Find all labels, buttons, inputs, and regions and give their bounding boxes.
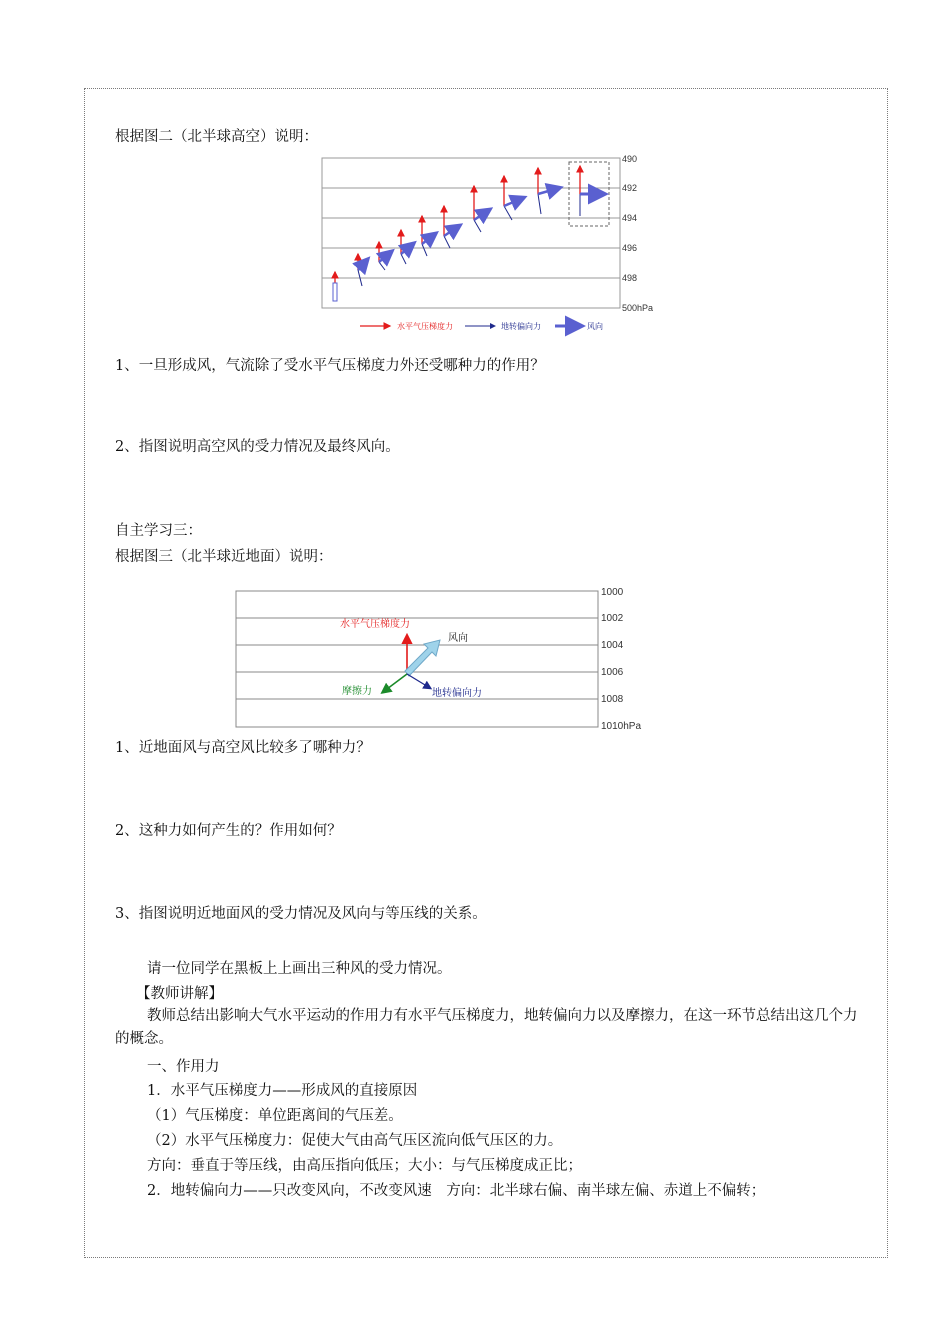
label-coriolis: 地转偏向力 [432,688,482,699]
isobar-label: 1006 [601,667,624,678]
wind-stage-7 [474,186,489,232]
figure2-upper-air-diagram [315,150,665,340]
figure2-intro: 根据图二（北半球高空）说明： [115,129,318,145]
concept-item-1: 1．水平气压梯度力——形成风的直接原因 [147,1083,418,1099]
isobar-label: 492 [622,183,638,193]
section3-heading: 自主学习三： [115,523,202,539]
wind-stage-8 [504,176,523,220]
label-friction: 摩擦力 [342,686,372,697]
legend-wind: 风向 [587,322,603,331]
wind-stage-9 [538,168,559,214]
isobar-label: 498 [622,273,638,283]
wind-stage-final [569,162,609,226]
wind-stage-1 [333,272,337,301]
figure3-intro: 根据图三（北半球近地面）说明： [115,549,333,565]
figure3-question-3: 3、指图说明近地面风的受力情况及风向与等压线的关系。 [115,906,487,922]
concept-item-2: 2．地转偏向力——只改变风向，不改变风速 方向：北半球右偏、南半球左偏、赤道上不偏转； [147,1183,766,1199]
isobar-label: 1004 [601,640,624,651]
isobar-label: 496 [622,243,638,253]
isobar-label: 1002 [601,613,624,624]
concept-section-title: 一、作用力 [147,1059,220,1075]
teaching-summary: 教师总结出影响大气水平运动的作用力有水平气压梯度力，地转偏向力以及摩擦力，在这一环节总结出这几个力的概念。 [115,1008,858,1047]
isobar-label: 1000 [601,587,624,598]
wind-stage-3 [379,242,391,270]
isobar-label: 1008 [601,694,624,705]
teaching-heading: 【教师讲解】 [136,986,223,1002]
isobar-label: 1010hPa [601,721,642,732]
legend-pgf: 水平气压梯度力 [397,322,453,331]
concept-item-1b: （2）水平气压梯度力：促使大气由高气压区流向低气压区的力。 [147,1133,563,1149]
wind-stage-2 [358,254,367,286]
figure3-surface-wind-diagram [230,582,660,732]
isobar-label: 490 [622,154,638,164]
concept-item-1c: 方向：垂直于等压线，由高压指向低压；大小：与气压梯度成正比； [147,1158,582,1174]
figure3-question-2: 2、这种力如何产生的？作用如何？ [115,823,342,839]
figure2-question-2: 2、指图说明高空风的受力情况及最终风向。 [115,439,400,455]
label-pgf: 水平气压梯度力 [340,619,410,630]
figure2-frame [322,158,620,308]
label-wind: 风向 [448,633,468,644]
friction-arrow [383,674,407,692]
wind-stage-4 [401,230,413,264]
legend-coriolis: 地转偏向力 [501,322,541,331]
wind-stage-5 [422,216,435,256]
figure2-question-1: 1、一旦形成风，气流除了受水平气压梯度力外还受哪种力的作用？ [115,358,545,374]
isobar-label: 500hPa [622,303,654,313]
teaching-task: 请一位同学在黑板上上画出三种风的受力情况。 [147,961,452,977]
concept-item-1a: （1）气压梯度：单位距离间的气压差。 [147,1108,403,1124]
isobar-label: 494 [622,213,638,223]
figure2-legend [360,321,603,331]
coriolis-arrow [407,674,430,688]
wind-stage-6 [444,206,459,248]
figure3-question-1: 1、近地面风与高空风比较多了哪种力？ [115,740,371,756]
